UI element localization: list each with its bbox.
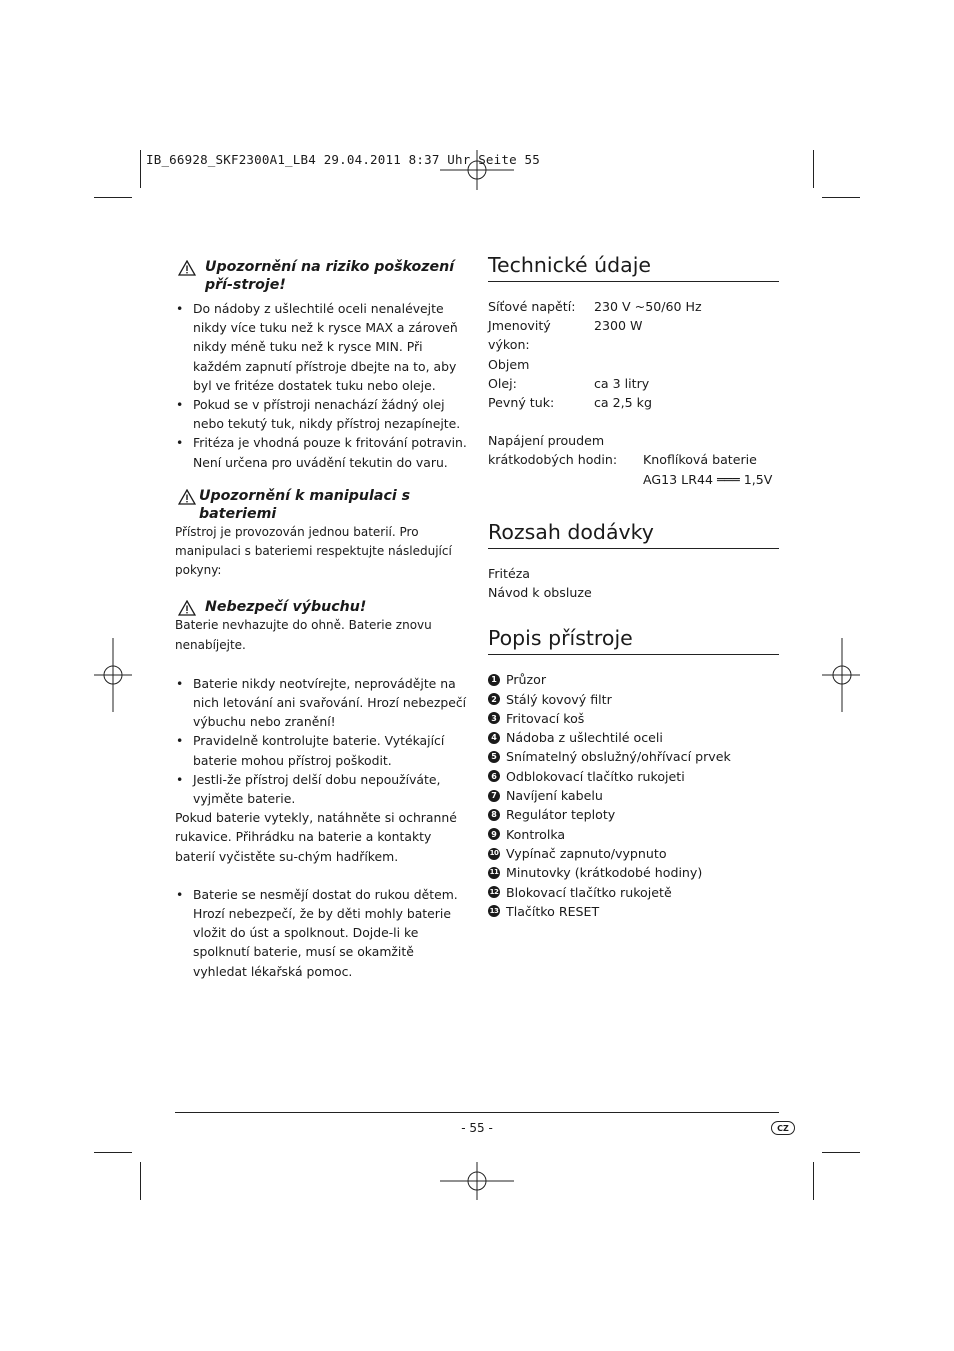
list-item: • Pokud se v přístroji nenachází žádný olej nebo tekutý tuk, nikdy přístroj nezapínejte. (175, 395, 467, 433)
explosion-bullets (175, 674, 467, 808)
heading-technical-data: Technické údaje (488, 252, 779, 282)
list-item: 6 Odblokovací tlačítko rukojeti (488, 767, 779, 786)
list-item: Fritéza (488, 565, 531, 581)
list-item: 3 Fritovací koš (488, 709, 779, 728)
number-badge: 1 (488, 674, 500, 686)
list-item: 4 Nádoba z ušlechtilé oceli (488, 728, 779, 747)
list-item: 11 Minutovky (krátkodobé hodiny) (489, 865, 703, 881)
number-badge: 6 (488, 770, 500, 782)
leak-text: Pokud baterie vytekly, natáhněte si ochranné rukavice. Přihrádku na baterie a kontakty baterií vyčistěte su-chým hadříkem. (175, 810, 457, 864)
batteries-text: Přístroj je provozován jednou baterií. Pro manipulaci s bateriemi respektujte následující pokyny: (175, 524, 452, 578)
explosion-text: Baterie nevhazujte do ohně. Baterie znovu nenabíjejte. (175, 618, 432, 652)
scope-list (488, 564, 779, 602)
warning-triangle-icon (178, 600, 196, 616)
warning-triangle-icon (178, 489, 196, 505)
heading-device-description: Popis přístroje (488, 625, 779, 655)
number-badge: 4 (488, 732, 500, 744)
footer-divider (175, 1112, 779, 1113)
spec-table (488, 297, 779, 412)
list-item: 7 Navíjení kabelu (488, 786, 779, 805)
list-item: 10 Vypínač zapnuto/vypnuto (489, 845, 667, 861)
list-item: 8 Regulátor teploty (488, 805, 779, 824)
warning-triangle-icon (178, 260, 196, 276)
list-item: 2 Stálý kovový filtr (488, 690, 779, 709)
number-badge: 9 (488, 828, 500, 840)
spec-row: Pevný tuk: ca 2,5 kg (488, 395, 652, 411)
number-badge: 2 (488, 693, 500, 705)
list-item: 1 Průzor (488, 670, 779, 689)
damage-bullets (175, 299, 467, 472)
spec-row: Síťové napětí: 230 V ~50/60 Hz (488, 299, 702, 314)
number-badge: 11 (488, 867, 500, 879)
number-badge: 8 (488, 809, 500, 821)
list-item: • Jestli-že přístroj delší dobu nepoužíváte, vyjměte baterie. (175, 770, 467, 808)
power-spec: Napájení proudem krátkodobých hodin: Knoflíková baterie AG13 LR44 ═══ 1,5V (488, 433, 773, 487)
list-item: 12 Blokovací tlačítko rukojetě (489, 884, 672, 900)
warning-heading-explosion: Nebezpečí výbuchu! (175, 598, 467, 616)
number-badge: 5 (488, 751, 500, 763)
number-badge: 13 (488, 905, 500, 917)
list-item: 9 Kontrolka (488, 825, 779, 844)
spec-row: Jmenovitý výkon: 2300 W (488, 318, 643, 353)
warning-heading-damage: Upozornění na riziko poškození pří-stroje! (175, 258, 467, 294)
list-item: 5 Snímatelný obslužný/ohřívací prvek (488, 747, 779, 766)
heading-scope-of-delivery: Rozsah dodávky (488, 519, 779, 549)
list-item: • Do nádoby z ušlechtilé oceli nenalévejte nikdy více tuku než k rysce MAX a zároveň nikdy méně tuku než k rysce MIN. Při každém zapnutí přístroje dbejte na to, aby byl ve fritéze dostatek tuku nebo oleje. (175, 299, 467, 395)
parts-list (488, 670, 779, 921)
left-column (175, 258, 467, 981)
page-number: - 55 - (461, 1121, 493, 1135)
number-badge: 7 (488, 790, 500, 802)
list-item: Návod k obsluze (488, 585, 592, 601)
language-badge: CZ (771, 1121, 795, 1135)
number-badge: 3 (488, 712, 500, 724)
print-header: IB_66928_SKF2300A1_LB4 29.04.2011 8:37 Uhr Seite 55 (146, 152, 541, 167)
list-item: • Fritéza je vhodná pouze k fritování potravin. Není určena pro uvádění tekutin do varu. (175, 433, 467, 471)
warning-heading-batteries: Upozornění k manipulaci s bateriemi (175, 487, 467, 523)
list-item: 13 Tlačítko RESET (489, 903, 600, 919)
children-bullets (175, 885, 467, 981)
spec-row: Olej: ca 3 litry (488, 375, 650, 391)
list-item: • Baterie se nesmějí dostat do rukou dětem. Hrozí nebezpečí, že by děti mohly baterie vložit do úst a spolknout. Dojde-li ke spolknutí baterie, musí se okamžitě vyhledat lékařská pomoc. (175, 885, 467, 981)
list-item: • Baterie nikdy neotvírejte, neprovádějte na nich letování ani svařování. Hrozí nebezpečí výbuchu nebo zranění! (175, 674, 467, 732)
spec-row: Objem (488, 356, 530, 372)
number-badge: 10 (488, 848, 500, 860)
right-column (488, 252, 779, 921)
list-item: • Pravidelně kontrolujte baterie. Vytékající baterie mohou přístroj poškodit. (175, 731, 467, 769)
number-badge: 12 (488, 886, 500, 898)
